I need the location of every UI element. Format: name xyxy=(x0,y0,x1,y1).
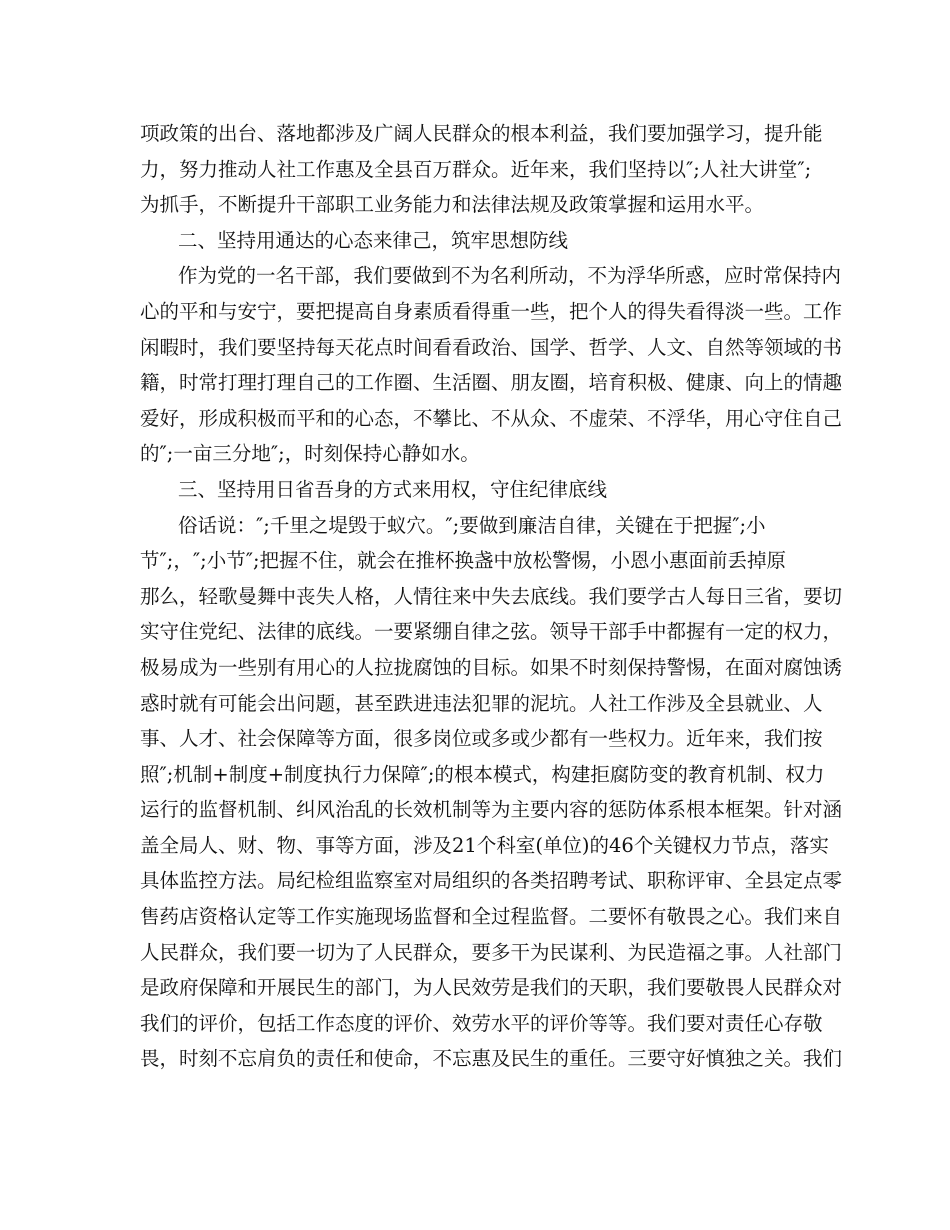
text-line: 的″;一亩三分地″;，时刻保持心静如水。 xyxy=(140,442,480,466)
text-line: 作为党的一名干部，我们要做到不为名利所动，不为浮华所惑，应时常保持内 xyxy=(178,264,842,288)
text-line: 节″;，″;小节″;把握不住，就会在推杯换盏中放松警惕，小恩小惠面前丢掉原 xyxy=(140,549,787,573)
text-line: 项政策的出台、落地都涉及广阔人民群众的根本利益，我们要加强学习，提升能 xyxy=(140,122,823,145)
text-line: 事、人才、社会保障等方面，很多岗位或多或少都有一些权力。近年来，我们按 xyxy=(140,727,823,751)
text-line: 实守住党纪、法律的底线。一要紧绷自律之弦。领导干部手中都握有一定的权力， xyxy=(140,620,843,644)
text-line: 具体监控方法。局纪检组监察室对局组织的各类招聘考试、职称评审、全县定点零 xyxy=(140,869,843,893)
text-line: 为抓手，不断提升干部职工业务能力和法律法规及政策掌握和运用水平。 xyxy=(140,193,765,217)
text-line: 籍，时常打理打理自己的工作圈、生活圈、朋友圈，培育积极、健康、向上的情趣 xyxy=(140,371,843,395)
text-line: 力，努力推动人社工作惠及全县百万群众。近年来，我们坚持以″;人社大讲堂″; xyxy=(140,157,812,181)
text-line: 三、坚持用日省吾身的方式来用权，守住纪律底线 xyxy=(178,477,608,501)
text-line: 惑时就有可能会出问题，甚至跌进违法犯罪的泥坑。人社工作涉及全县就业、人 xyxy=(140,691,823,715)
text-line: 运行的监督机制、纠风治乱的长效机制等为主要内容的惩防体系根本框架。针对涵 xyxy=(140,798,843,822)
text-line: 闲暇时，我们要坚持每天花点时间看看政治、国学、哲学、人文、自然等领域的书 xyxy=(140,335,843,359)
text-line: 售药店资格认定等工作实施现场监督和全过程监督。二要怀有敬畏之心。我们来自 xyxy=(140,905,843,929)
text-line: 爱好，形成积极而平和的心态，不攀比、不从众、不虚荣、不浮华，用心守住自己 xyxy=(140,406,843,430)
text-line: 盖全局人、财、物、事等方面，涉及21个科室(单位)的46个关键权力节点，落实 xyxy=(140,833,829,857)
text-line: 照″;机制+制度+制度执行力保障″;的根本模式，构建拒腐防变的教育机制、权力 xyxy=(140,762,825,786)
text-line: 俗话说：″;千里之堤毁于蚁穴。″;要做到廉洁自律，关键在于把握″;小 xyxy=(178,513,766,537)
text-line: 人民群众，我们要一切为了人民群众，要多干为民谋利、为民造福之事。人社部门 xyxy=(140,940,843,964)
text-line: 我们的评价，包括工作态度的评价、效劳水平的评价等等。我们要对责任心存敬 xyxy=(140,1011,823,1035)
text-line: 畏，时刻不忘肩负的责任和使命，不忘惠及民生的重任。三要守好慎独之关。我们 xyxy=(140,1047,843,1071)
text-line: 是政府保障和开展民生的部门，为人民效劳是我们的天职，我们要敬畏人民群众对 xyxy=(140,976,843,1000)
text-line: 二、坚持用通达的心态来律己，筑牢思想防线 xyxy=(178,228,569,252)
text-line: 极易成为一些别有用心的人拉拢腐蚀的目标。如果不时刻保持警惕，在面对腐蚀诱 xyxy=(140,655,843,679)
text-line: 那么，轻歌曼舞中丧失人格，人情往来中失去底线。我们要学古人每日三省，要切 xyxy=(140,584,843,608)
text-line: 心的平和与安宁，要把提高自身素质看得重一些，把个人的得失看得淡一些。工作 xyxy=(140,299,843,323)
document-body xyxy=(140,116,843,1077)
